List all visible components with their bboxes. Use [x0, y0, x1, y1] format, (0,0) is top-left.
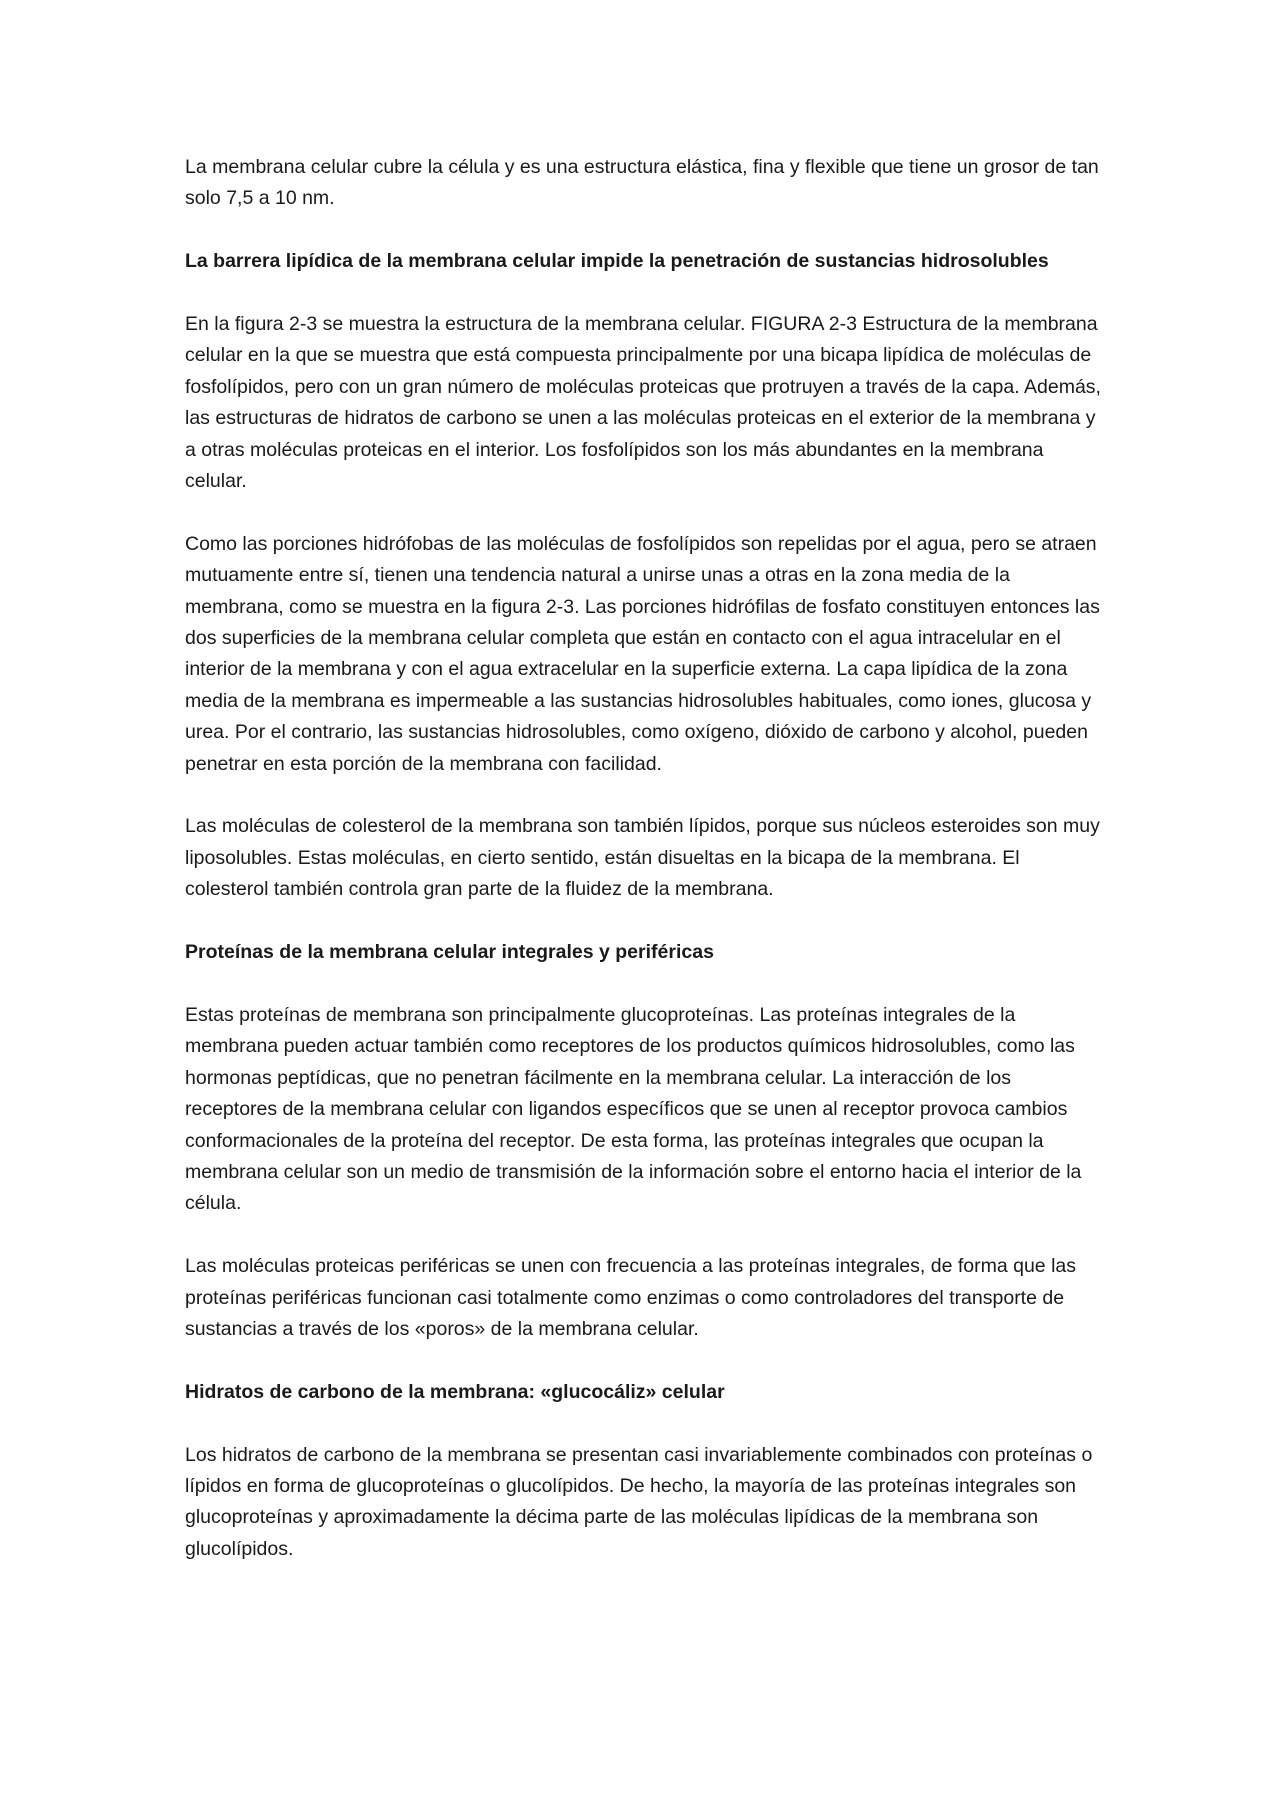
paragraph-intro: La membrana celular cubre la célula y es una estructura elástica, fina y flexible que tiene un grosor de tan solo 7,5 a 10 nm.: [185, 156, 1099, 210]
paragraph-hydrophobic: Como las porciones hidrófobas de las moléculas de fosfolípidos son repelidas por el agua, pero se atraen mutuamente entre sí, tienen una tendencia natural a unirse unas a otras en la zona media de la membrana, como se muestra en la figura 2-3. Las porciones hidrófilas de fosfato constituyen entonces las dos superficies de la membrana celular completa que están en contacto con el agua intracelular en el interior de la membrana y con el agua extracelular en la superficie externa. La capa lipídica de la zona media de la membrana es impermeable a las sustancias hidrosolubles habituales, como iones, glucosa y urea. Por el contrario, las sustancias hidrosolubles, como oxígeno, dióxido de carbono y alcohol, pueden penetrar en esta porción de la membrana con facilidad.: [185, 532, 1100, 775]
section-heading-proteins: Proteínas de la membrana celular integrales y periféricas: [185, 941, 714, 964]
paragraph-cholesterol: Las moléculas de colesterol de la membrana son también lípidos, porque sus núcleos esteroides son muy liposolubles. Estas moléculas, en cierto sentido, están disueltas en la bicapa de la membrana. El colesterol también controla gran parte de la fluidez de la membrana.: [185, 815, 1100, 901]
paragraph-integral-proteins: Estas proteínas de membrana son principalmente glucoproteínas. Las proteínas integrales de la membrana pueden actuar también como receptores de los productos químicos hidrosolubles, como las hormonas peptídicas, que no penetran fácilmente en la membrana celular. La interacción de los receptores de la membrana celular con ligandos específicos que se unen al receptor provoca cambios conformacionales de la proteína del receptor. De esta forma, las proteínas integrales que ocupan la membrana celular son un medio de transmisión de la información sobre el entorno hacia el interior de la célula.: [185, 1003, 1082, 1215]
section-heading-lipid-barrier: La barrera lipídica de la membrana celular impide la penetración de sustancias hidrosolubles: [185, 250, 1049, 273]
section-heading-carbohydrates: Hidratos de carbono de la membrana: «glucocáliz» celular: [185, 1380, 725, 1403]
paragraph-carbohydrates: Los hidratos de carbono de la membrana se presentan casi invariablemente combinados con proteínas o lípidos en forma de glucoproteínas o glucolípidos. De hecho, la mayoría de las proteínas integrales son glucoproteínas y aproximadamente la décima parte de las moléculas lipídicas de la membrana son glucolípidos.: [185, 1443, 1093, 1560]
paragraph-peripheral-proteins: Las moléculas proteicas periféricas se unen con frecuencia a las proteínas integrales, de forma que las proteínas periféricas funcionan casi totalmente como enzimas o como controladores del transporte de sustancias a través de los «poros» de la membrana celular.: [185, 1255, 1076, 1340]
document-body: [185, 152, 1105, 1597]
paragraph-figure-2-3: En la figura 2-3 se muestra la estructura de la membrana celular. FIGURA 2-3 Estructura de la membrana celular en la que se muestra que está compuesta principalmente por una bicapa lipídica de moléculas de fosfolípidos, pero con un gran número de moléculas proteicas que protruyen a través de la capa. Además, las estructuras de hidratos de carbono se unen a las moléculas proteicas en el exterior de la membrana y a otras moléculas proteicas en el interior. Los fosfolípidos son los más abundantes en la membrana celular.: [185, 313, 1101, 493]
